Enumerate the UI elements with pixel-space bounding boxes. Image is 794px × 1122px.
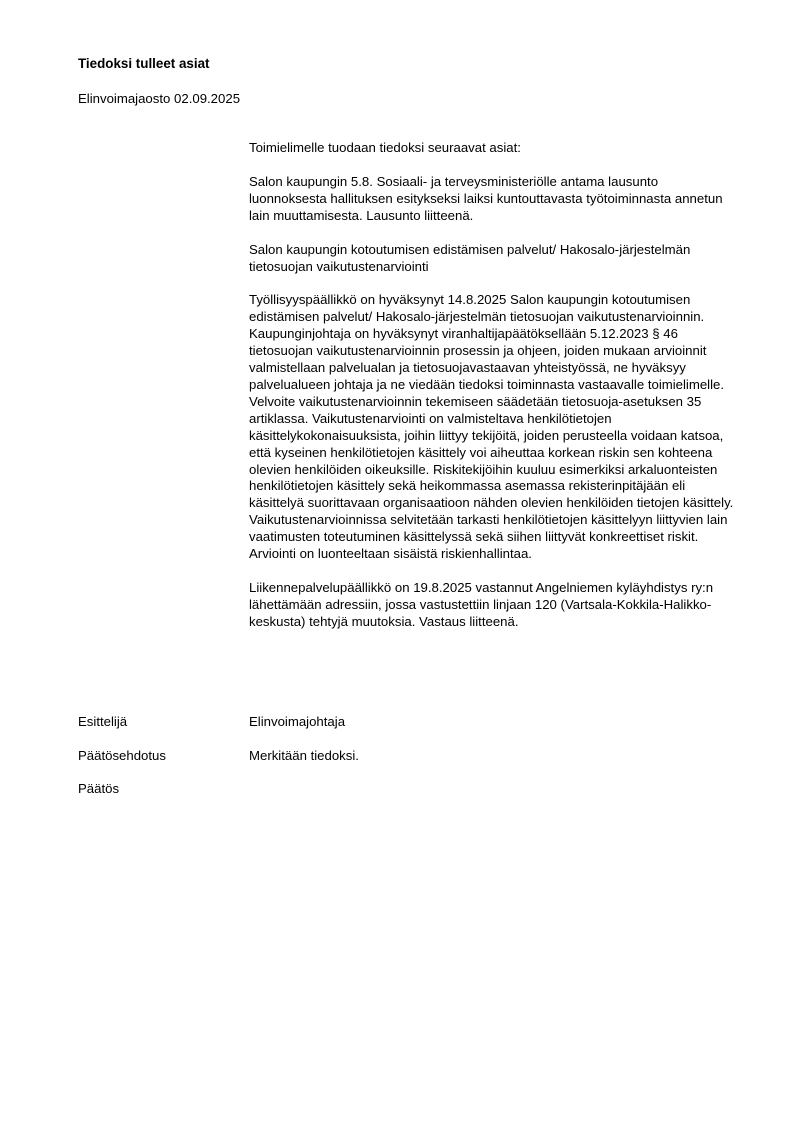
- decision-label: Päätös: [78, 781, 120, 796]
- proposal-label: Päätösehdotus: [78, 748, 166, 763]
- assessment-title-paragraph: Salon kaupungin kotoutumisen edistämisen palvelut/ Hakosalo-järjestelmän tietosuojan vaikutustenarviointi: [249, 241, 691, 274]
- presenter-label: Esittelijä: [78, 714, 128, 729]
- transport-paragraph: Liikennepalvelupäällikkö on 19.8.2025 vastannut Angelniemen kyläyhdistys ry:n lähettämään adressiin, jossa vastustettiin linjaan 120 (Vartsala-Kokkila-Halikko-keskusta) tehtyjä muutoksia. Vastaus liitteenä.: [249, 579, 714, 629]
- proposal-value: Merkitään tiedoksi.: [249, 748, 359, 763]
- document-body: [249, 140, 737, 648]
- intro-paragraph: Toimielimelle tuodaan tiedoksi seuraavat asiat:: [249, 140, 521, 155]
- document-title: Tiedoksi tulleet asiat: [78, 56, 210, 71]
- assessment-paragraph: Työllisyyspäällikkö on hyväksynyt 14.8.2025 Salon kaupungin kotoutumisen edistämisen palvelut/ Hakosalo-järjestelmän tietosuojan vaikutustenarvioinnin. Kaupunginjohtaja on hyväksynyt viranhaltijapäätöksellään 5.12.2023 § 46 tietosuojan vaikutustenarvioinnin prosessin ja ohjeen, joiden mukaan arvioinnit valmistellaan palvelualan ja tietosuojavastaavan yhteistyössä, ne hyväksyy palvelualueen johtaja ja ne viedään tiedoksi toiminnasta vastaavalle toimielimelle. Velvoite vaikutustenarvioinnin tekemiseen säädetään tietosuoja-asetuksen 35 artiklassa. Vaikutustenarviointi on valmisteltava henkilötietojen käsittelykokonaisuuksista, joihin liittyy tekijöitä, joiden perusteella voidaan katsoa, että kyseinen henkilötietojen käsittely voi aiheuttaa korkean riskin sen kohteena olevien henkilöiden oikeuksille. Riskitekijöihin kuuluu esimerkiksi arkaluonteisten henkilötietojen käsittely sekä heikommassa asemassa rekisterinpitäjään eli käsittelyä suorittavaan organisaatioon nähden olevien henkilöiden tietojen käsittely. Vaikutustenarvioinnissa selvitetään tarkasti henkilötietojen käsittelyyn liittyvien lain vaatimusten toteutuminen käsittelyssä sekä siihen liittyvät konkreettiset riskit. Arviointi on luonteeltaan sisäistä riskienhallintaa.: [249, 292, 734, 562]
- presenter-value: Elinvoimajohtaja: [249, 714, 346, 729]
- statement-paragraph: Salon kaupungin 5.8. Sosiaali- ja terveysministeriölle antama lausunto luonnoksesta hallituksen esitykseksi laiksi kuntouttavasta työtoiminnasta annetun lain muuttamisesta. Lausunto liitteenä.: [249, 173, 723, 223]
- meeting-info: Elinvoimajaosto 02.09.2025: [78, 91, 241, 106]
